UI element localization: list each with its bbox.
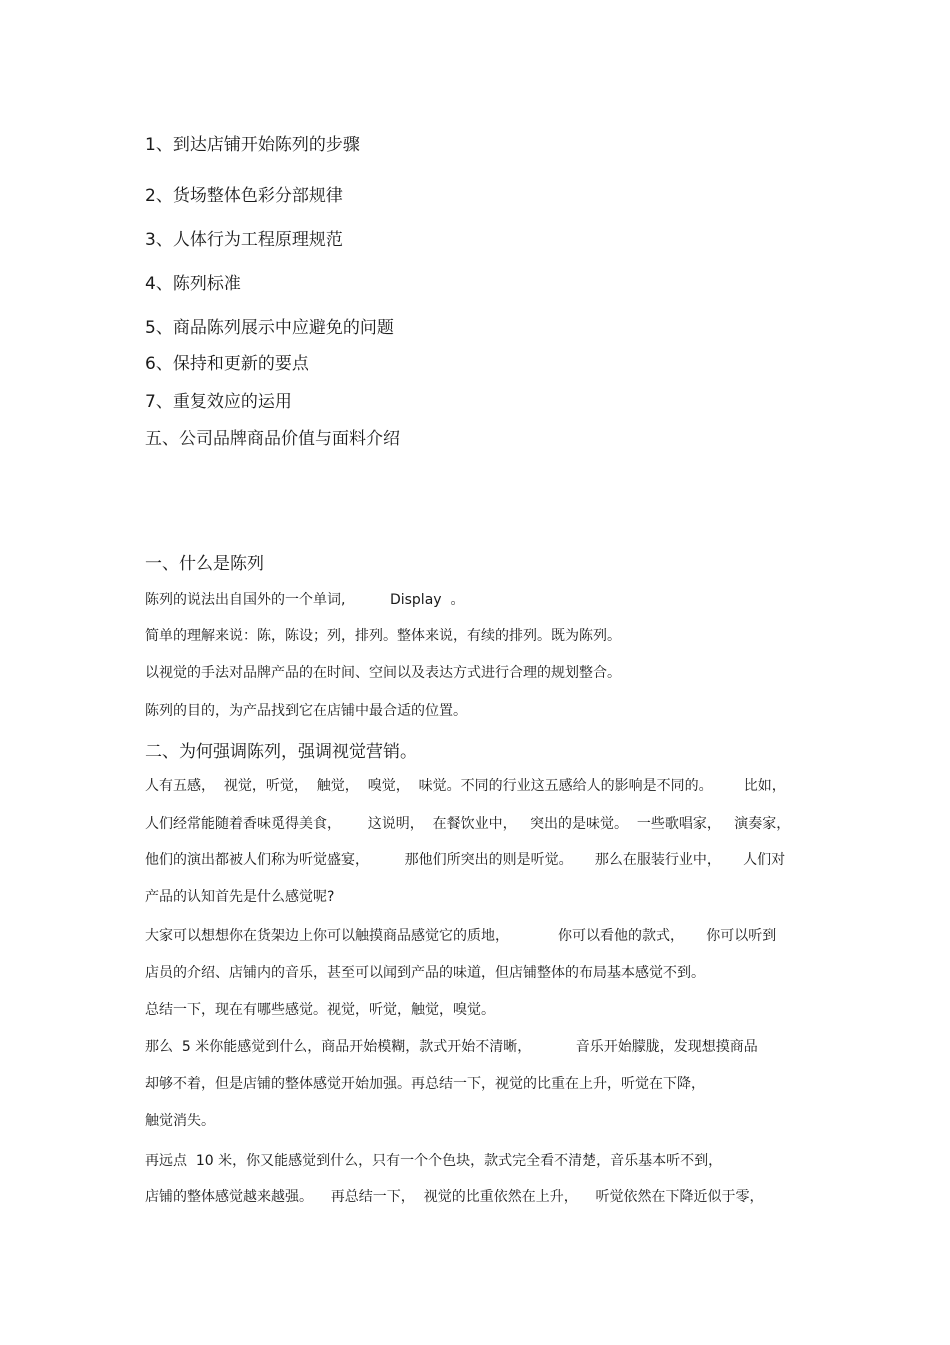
paragraph-line: 却够不着，但是店铺的整体感觉开始加强。再总结一下，视觉的比重在上升，听觉在下降，: [145, 1076, 705, 1092]
paragraph-line: 他们的演出都被人们称为听觉盛宴， 那他们所突出的则是听觉。 那么在服装行业中， 人们对: [145, 852, 786, 868]
paragraph-line: 以视觉的手法对品牌产品的在时间、空间以及表达方式进行合理的规划整合。: [145, 665, 621, 681]
paragraph-line: 陈列的说法出自国外的一个单词, Display 。: [145, 592, 465, 608]
paragraph-line: 触觉消失。: [145, 1113, 215, 1129]
paragraph-line: 那么 5 米你能感觉到什么，商品开始模糊，款式开始不清晰， 音乐开始朦胧，发现想摸商品: [145, 1039, 758, 1055]
paragraph-line: 产品的认知首先是什么感觉呢?: [145, 889, 335, 905]
paragraph-line: 人有五感， 视觉，听觉， 触觉， 嗅觉， 味觉。不同的行业这五感给人的影响是不同的。 比如，: [145, 778, 786, 794]
toc-item-7: 7、重复效应的运用: [145, 392, 292, 412]
paragraph-line: 店铺的整体感觉越来越强。 再总结一下， 视觉的比重依然在上升， 听觉依然在下降近似于零，: [145, 1189, 764, 1205]
section-heading-2: 二、为何强调陈列，强调视觉营销。: [145, 742, 417, 762]
paragraph-line: 大家可以想想你在货架边上你可以触摸商品感觉它的质地， 你可以看他的款式， 你可以听到: [145, 928, 777, 944]
toc-item-8: 五、公司品牌商品价值与面料介绍: [145, 429, 400, 449]
paragraph-line: 陈列的目的，为产品找到它在店铺中最合适的位置。: [145, 703, 467, 719]
paragraph-line: 总结一下，现在有哪些感觉。视觉，听觉，触觉，嗅觉。: [145, 1002, 495, 1018]
toc-item-4: 4、陈列标准: [145, 274, 241, 294]
paragraph-line: 人们经常能随着香味觅得美食， 这说明， 在餐饮业中， 突出的是味觉。 一些歌唱家， 演奏家，: [145, 816, 791, 832]
paragraph-line: 再远点 10 米，你又能感觉到什么，只有一个个色块，款式完全看不清楚，音乐基本听不到，: [145, 1153, 723, 1169]
paragraph-line: 简单的理解来说：陈，陈设；列，排列。整体来说，有续的排列。既为陈列。: [145, 628, 621, 644]
toc-item-5: 5、商品陈列展示中应避免的问题: [145, 318, 394, 338]
paragraph-line: 店员的介绍、店铺内的音乐，甚至可以闻到产品的味道，但店铺整体的布局基本感觉不到。: [145, 965, 705, 981]
toc-item-1: 1、到达店铺开始陈列的步骤: [145, 135, 360, 155]
toc-item-2: 2、货场整体色彩分部规律: [145, 186, 343, 206]
section-heading-1: 一、什么是陈列: [145, 554, 264, 574]
toc-item-6: 6、保持和更新的要点: [145, 354, 309, 374]
toc-item-3: 3、人体行为工程原理规范: [145, 230, 343, 250]
